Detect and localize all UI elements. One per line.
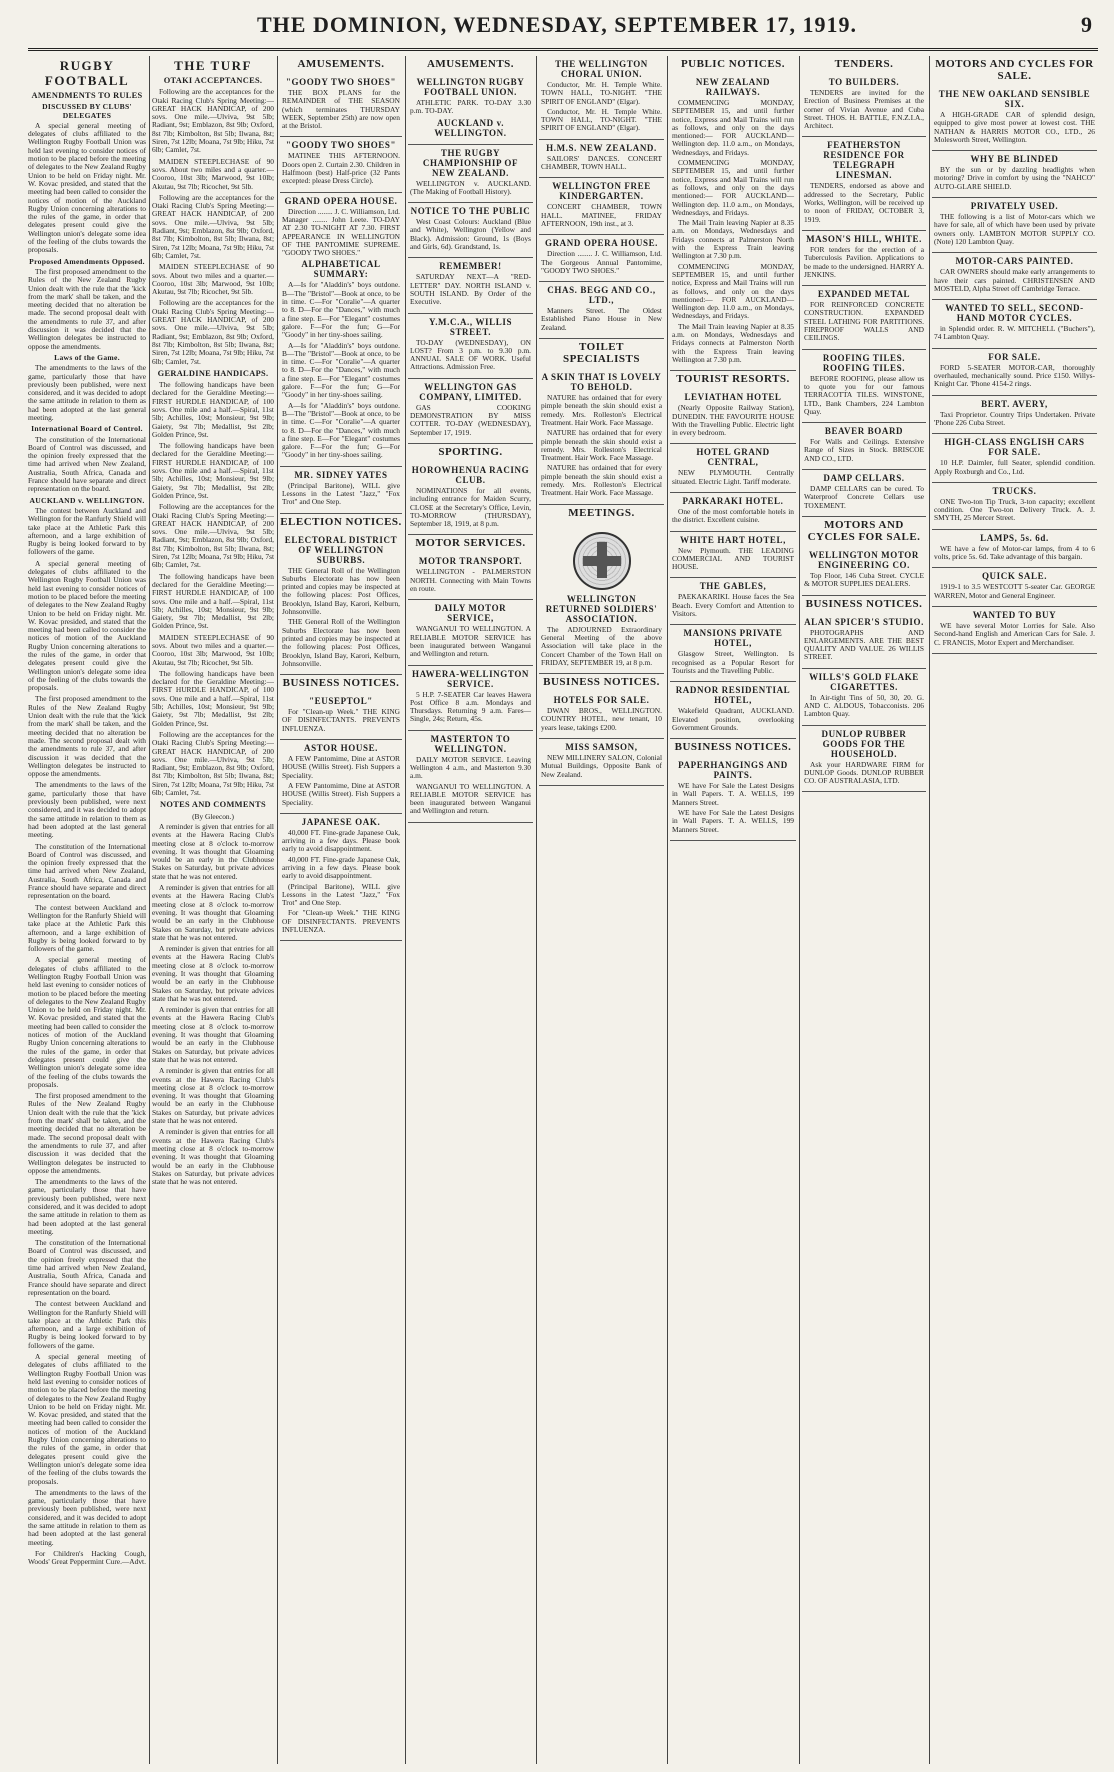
column-public-notices	[670, 56, 796, 1764]
ad-title: JAPANESE OAK.	[301, 816, 381, 827]
article-paragraph: The amendments to the laws of the game, particularly those that have previously been published, were next considered, and it was decided to adopt the same attitude in relation to them as had been adopted at the last general meeting.	[28, 780, 146, 840]
ad-body: NATURE has ordained that for every pimple beneath the skin should exist a remedy. Mrs. Rolleston's Electrical Treatment. Hair Work. Face Massage.	[541, 393, 662, 427]
advertisement	[539, 56, 664, 140]
ad-title: PAPERHANGINGS AND PAINTS.	[678, 760, 788, 781]
advertisement	[670, 389, 796, 444]
ad-title: WHITE HART HOTEL,	[680, 534, 786, 545]
section-heading: PUBLIC NOTICES.	[680, 58, 786, 70]
ad-body: COMMENCING MONDAY, SEPTEMBER 15, and until further notice, Express and Mail Trains will run as follows, and only on the days mentioned:— FOR AUCKLAND—Wellington dep. 11.0 a.m., on Mondays, Wednesdays, and Fridays.	[672, 158, 794, 217]
ad-body: A FEW Pantomime, Dine at ASTOR HOUSE (Willis Street). Fish Suppers a Speciality.	[282, 780, 400, 807]
ad-title: DAMP CELLARS.	[823, 473, 905, 484]
ad-title: THE RUGBY CHAMPIONSHIP OF NEW ZEALAND.	[422, 147, 519, 178]
article-paragraph: Following are the acceptances for the Otaki Racing Club's Spring Meeting:— GREAT HACK HANDICAP, of 200 sovs. One mile.—Ulviva, 9st 5lb; Radiant, 9st; Emblazon, 8st 9lb; Oxford, 8st 7lb; Kimbolton, 8st 5lb; Ilwana, 8st; Siren, 7st 12lb; Moana, 7st 9lb; Hiku, 7st 6lb; Camlet, 7st.	[152, 87, 274, 155]
column-motors	[932, 56, 1097, 1764]
article-headline: AMENDMENTS TO RULES	[31, 91, 143, 100]
ad-title: BERT. AVERY,	[981, 398, 1048, 409]
advertisement	[932, 607, 1097, 654]
ad-body: West Coast Colours: Auckland (Blue and White), Wellington (Yellow and Black). Admission: Ground, 1s (Boys and Girls, 6d). Grandstand, 1s.	[410, 217, 531, 252]
ad-title: WHY BE BLINDED	[970, 154, 1059, 165]
ad-body: WANGANUI TO WELLINGTON. A RELIABLE MOTOR SERVICE has been inaugurated between Wanganui and Wellington and return.	[410, 624, 531, 659]
masthead-title: THE DOMINION, WEDNESDAY, SEPTEMBER 17, 1919.	[256, 12, 857, 37]
ad-title: WELLINGTON FREE KINDERGARTEN.	[552, 181, 651, 202]
article-paragraph: The constitution of the International Board of Control was discussed, and the opinion freely expressed that the time had arrived when New Zealand, Australia, South Africa, Canada and France should have separate and direct representation on the board.	[28, 841, 146, 901]
section-heading: BUSINESS NOTICES.	[282, 677, 400, 690]
article-paragraph: The following handicaps have been declared for the Geraldine Meeting:— FIRST HURDLE HANDICAP, of 100 sovs. One mile and a half.—Spiral, 11st 5lb; Achilles, 10st; Monsieur, 9st 9lb; Gaiety, 9st 7lb; Medallist, 9st 2lb; Golden Prince, 9st.	[152, 441, 274, 500]
ad-title: MISS SAMSON,	[565, 741, 638, 752]
ad-body: TENDERS, endorsed as above and addressed to the Secretary, Public Works, Wellington, will be received up to noon of FRIDAY, OCTOBER 3, 1919.	[804, 181, 924, 224]
ad-body: The Mail Train leaving Napier at 8.35 a.m. on Mondays, Wednesdays and Fridays connects at Palmerston North with the Express Train leaving Wellington at 7.30 p.m.	[672, 218, 794, 261]
advertisement	[408, 258, 533, 313]
ad-body: 10 H.P. Daimler, full Seater, splendid condition. Apply Roxburgh and Co., Ltd.	[934, 458, 1095, 476]
ad-title: MASON'S HILL, WHITE.	[806, 233, 922, 244]
ad-body: WE have a few of Motor-car lamps, from 4 to 6 volts, price 5s. 6d. Take advantage of this bargain.	[934, 543, 1095, 562]
ad-body: Top Floor, 146 Cuba Street. CYCLE & MOTOR SUPPLIES DEALERS.	[804, 570, 924, 589]
ad-body: COMMENCING MONDAY, SEPTEMBER 15, and until further notice, Express and Mail Trains will run as follows, and only on the days mentioned:— FOR AUCKLAND—Wellington dep. 11.0 a.m., on Mondays, Wednesdays, and Fridays.	[672, 261, 794, 321]
advertisement	[932, 568, 1097, 607]
advertisement	[280, 193, 402, 467]
advertisement	[802, 231, 926, 286]
advertisement	[802, 74, 926, 137]
ad-title: GRAND OPERA HOUSE.	[284, 195, 398, 206]
article-paragraph: The amendments to the laws of the game, particularly those that have previously been published, were next considered, and it was decided to adopt the same attitude in relation to them as had been adopted at the last general meeting.	[28, 1487, 146, 1547]
article-paragraph: A special general meeting of delegates of clubs affiliated to the Wellington Rugby Football Union was held last evening to consider notices of motion to be placed before the meeting of delegates to the New Zealand Rugby Union to be held on Friday night. Mr. W. Kovac presided, and stated that the meeting had been called to consider the notices of motion of the Auckland Rugby Union concerning alterations to the rules of the game, in order that delegates present could give the Wellington union's delegate some idea of the feeling of the clubs towards the proposals.	[28, 1352, 146, 1486]
ad-body: NOMINATIONS for all events, including entrance for Maiden Scurry, CLOSE at the Secretary's Office, Levin, TO-MORROW (THURSDAY), September 18, 1919, at 8 p.m.	[410, 485, 531, 529]
ad-title: LEVIATHAN HOTEL	[684, 392, 782, 403]
column-divider	[799, 56, 800, 1764]
ad-body: COMMENCING MONDAY, SEPTEMBER 15, and until further notice, Express and Mail Trains will run as follows, and only on the days mentioned:— FOR AUCKLAND—Wellington dep. 11.0 a.m., on Mondays, Wednesdays, and Fridays.	[672, 98, 794, 157]
masthead-rule	[28, 48, 1098, 51]
ad-body: A—Is for "Aladdin's" boys outdone. B—The "Bristol"—Book at once, to be in time. C—For "Coralie"—A quarter to 8. D—For the "Dances," with much a fine step. E—For "Elegant" costumes galore. F—For the fun; G—For "Goody" in her tiny-shoes sailing.	[282, 340, 400, 400]
column-divider	[277, 56, 278, 1764]
advertisement	[280, 74, 402, 137]
ad-body: A—Is for "Aladdin's" boys outdone. B—The "Bristol"—Book at once, to be in time. C—For "Coralie"—A quarter to 8. D—For the "Dances," with much a fine step. E—For "Elegant" costumes galore. F—For the fun; G—For "Goody" in her tiny-shoes sailing.	[282, 280, 400, 340]
ad-title: EXPANDED METAL	[817, 289, 911, 300]
article-paragraph: A reminder is given that entries for all events at the Hawera Racing Club's meeting close at 8 o'clock to-morrow evening. It was thought that Gloaming would be an early in the Clubhouse Stakes on Saturday, but private advices state that he was not entered.	[152, 821, 274, 881]
ad-body: BEFORE ROOFING, please allow us to quote you for our famous TERRACOTTA TILES. WINSTONE, LTD., Bank Chambers, 224 Lambton Quay.	[804, 373, 924, 416]
advertisement	[670, 578, 796, 625]
masthead	[0, 6, 1114, 46]
advertisement	[280, 693, 402, 740]
ad-title: A SKIN THAT IS LOVELY TO BEHOLD.	[541, 372, 662, 393]
ad-title: MOTOR TRANSPORT.	[418, 556, 523, 567]
article-paragraph: The contest between Auckland and Wellington for the Ranfurly Shield will take place at the Athletic Park this afternoon, and a large exhibition of Rugby is being looked forward to by followers of the game.	[28, 902, 146, 954]
article-paragraph: The contest between Auckland and Wellington for the Ranfurly Shield will take place at the Athletic Park this afternoon, and a large exhibition of Rugby is being looked forward to by followers of the game.	[28, 505, 146, 557]
advertisement	[670, 493, 796, 532]
advertisement	[539, 178, 664, 235]
advertisement	[539, 140, 664, 179]
article-paragraph: A reminder is given that entries for all events at the Hawera Racing Club's meeting close at 8 o'clock to-morrow evening. It was thought that Gloaming would be an early in the Clubhouse Stakes on Saturday, but private advices state that he was not entered.	[152, 1066, 274, 1126]
ad-body: THE BOX PLANS for the REMAINDER of THE SEASON (which terminates THURSDAY WEEK, September 25th) are now open at the Bristol.	[282, 88, 400, 131]
column-divider	[536, 56, 537, 1764]
section-heading: BUSINESS NOTICES.	[674, 741, 792, 754]
advertisement	[408, 462, 533, 535]
ad-body: TO-DAY (WEDNESDAY), ON LOST? From 3 p.m. to 9.30 p.m. ANNUAL SALE OF WORK. Useful Attractions. Admission Free.	[410, 337, 531, 372]
article-paragraph: The constitution of the International Board of Control was discussed, and the opinion freely expressed that the time had arrived when New Zealand, Australia, South Africa, Canada and France should have separate and direct representation on the board.	[28, 434, 146, 494]
ad-body: A FEW Pantomime, Dine at ASTOR HOUSE (Willis Street). Fish Suppers a Speciality.	[282, 754, 400, 780]
article-paragraph: The following handicaps have been declared for the Geraldine Meeting:— FIRST HURDLE HANDICAP, of 100 sovs. One mile and a half.—Spiral, 11st 5lb; Achilles, 10st; Monsieur, 9st 9lb; Gaiety, 9st 7lb; Medallist, 9st 2lb; Golden Prince, 9st.	[152, 571, 274, 631]
ad-title: RADNOR RESIDENTIAL HOTEL,	[675, 685, 791, 706]
ad-title: WELLINGTON RETURNED SOLDIERS' ASSOCIATION.	[545, 593, 658, 624]
advertisement	[408, 731, 533, 823]
ad-body: Taxi Proprietor. Country Trips Undertaken. Private 'Phone 226 Cuba Street.	[934, 409, 1095, 427]
ad-title: MR. SIDNEY YATES	[294, 469, 388, 480]
ad-body: MATINEE THIS AFTERNOON. Doors open 2. Curtain 2.30. Children in Halfmoon (best) Half-price (32 Pants excepted: please Dress Circle).	[282, 151, 400, 186]
ad-body: Direction ........ J. C. Williamson, Ltd. The Gorgeous Annual Pantomime, "GOODY TWO SHOES."	[541, 249, 662, 275]
article-paragraph: The following handicaps have been declared for the Geraldine Meeting:— FIRST HURDLE HANDICAP, of 100 sovs. One mile and a half.—Spiral, 11st 5lb; Achilles, 10st; Monsieur, 9st 9lb; Gaiety, 9st 7lb; Medallist, 9st 2lb; Golden Prince, 9st.	[152, 668, 274, 728]
ad-body: 40,000 FT. Fine-grade Japanese Oak, arriving in a few days. Please book early to avoid disappointment.	[282, 854, 400, 881]
advertisement	[539, 369, 664, 505]
advertisement	[802, 423, 926, 470]
ad-body: Ask your HARDWARE FIRM for DUNLOP Goods. DUNLOP RUBBER CO. OF AUSTRALASIA, LTD.	[804, 759, 924, 786]
ad-title: TRUCKS.	[992, 485, 1037, 496]
advertisement	[932, 349, 1097, 396]
association-emblem-icon	[573, 532, 631, 590]
article-paragraph: The following handicaps have been declared for the Geraldine Meeting:— FIRST HURDLE HANDICAP, of 100 sovs. One mile and a half.—Spiral, 11st 5lb; Achilles, 10st; Monsieur, 9st 9lb; Gaiety, 9st 7lb; Medallist, 9st 2lb; Golden Prince, 9st.	[152, 380, 274, 439]
ad-body: 1919-1 to 3.5 WESTCOTT 5-seater Car. GEORGE WARREN, Motor and General Engineer.	[934, 582, 1095, 600]
article-paragraph: The first proposed amendment to the Rules of the New Zealand Rugby Union dealt with the rule that the 'kick from the mark' shall be taken, and the meeting decided that no alteration be made. The second proposal dealt with the amendments to rule 37, and after discussion it was decided that the Wellington delegates be instructed to oppose the amendments.	[28, 1091, 146, 1175]
advertisement	[539, 282, 664, 339]
ad-body: WELLINGTON - PALMERSTON NORTH. Connecting with Main Towns en route.	[410, 567, 531, 594]
section-heading: MOTORS AND CYCLES FOR SALE.	[935, 58, 1094, 82]
advertisement	[670, 682, 796, 739]
ad-title: WELLINGTON GAS COMPANY, LIMITED.	[419, 381, 522, 402]
article-paragraph: A reminder is given that entries for all events at the Hawera Racing Club's meeting close at 8 o'clock to-morrow evening. It was thought that Gloaming would be an early in the Clubhouse Stakes on Saturday, but private advices state that he was not entered.	[152, 883, 274, 942]
section-heading: TENDERS.	[834, 58, 894, 70]
article-paragraph: The contest between Auckland and Wellington for the Ranfurly Shield will take place at the Athletic Park this afternoon, and a large exhibition of Rugby is being looked forward to by followers of the game.	[28, 1299, 146, 1350]
article-subhead: International Board of Control.	[31, 424, 143, 434]
ad-body: The ADJOURNED Extraordinary General Meeting of the above Association will take place in the Concert Chamber of the Town Hall on FRIDAY, SEPTEMBER 19, at 8 p.m.	[541, 624, 662, 667]
section-heading: BUSINESS NOTICES.	[805, 597, 923, 610]
advertisement	[932, 530, 1097, 569]
column-amusements-a	[280, 56, 402, 1764]
advertisement	[280, 137, 402, 192]
column-divider	[929, 56, 930, 1764]
advertisement	[670, 532, 796, 579]
ad-body: NEW PLYMOUTH. Centrally situated. Electric Light. Tariff moderate.	[672, 468, 794, 486]
ad-body: Conductor, Mr. H. Temple White. TOWN HALL, TO-NIGHT. "THE SPIRIT OF ENGLAND" (Elgar).	[541, 106, 662, 133]
ad-title: WANTED TO BUY	[972, 609, 1057, 620]
ad-title: TO BUILDERS.	[828, 77, 900, 87]
article-paragraph: Following are the acceptances for the Otaki Racing Club's Spring Meeting:— GREAT HACK HANDICAP, of 200 sovs. One mile.—Ulviva, 9st 5lb; Radiant, 9st; Emblazon, 8st 9lb; Oxford, 8st 7lb; Kimbolton, 8st 5lb; Ilwana, 8st; Siren, 7st 12lb; Moana, 7st 9lb; Hiku, 7st 6lb; Camlet, 7st.	[152, 192, 274, 260]
ad-title: H.M.S. NEW ZEALAND.	[546, 142, 657, 153]
advertisement	[280, 532, 402, 676]
ad-body: THE following is a list of Motor-cars which we have for sale, all of which have been used by private owners only. LAMBTON MOTOR SUPPLY CO. (Note) 120 Lambton Quay.	[934, 212, 1095, 246]
advertisement	[932, 434, 1097, 483]
ad-body: FOR REINFORCED CONCRETE CONSTRUCTION. EXPANDED STEEL LATHING FOR PARTITIONS. FIREPROOF WALLS AND CEILINGS.	[804, 300, 924, 343]
advertisement	[408, 145, 533, 204]
article-paragraph: Following are the acceptances for the Otaki Racing Club's Spring Meeting:— GREAT HACK HANDICAP, of 200 sovs. One mile.—Ulviva, 9st 5lb; Radiant, 9st; Emblazon, 8st 9lb; Oxford, 8st 7lb; Kimbolton, 8st 5lb; Ilwana, 8st; Siren, 7st 12lb; Moana, 7st 9lb; Hiku, 7st 6lb; Camlet, 7st.	[152, 298, 274, 366]
ad-title: HAWERA-WELLINGTON SERVICE.	[411, 668, 530, 689]
section-heading: MOTOR SERVICES.	[415, 537, 526, 550]
page-number: 9	[1081, 12, 1092, 37]
ad-title: WELLINGTON RUGBY FOOTBALL UNION.	[416, 77, 525, 97]
advertisement	[932, 86, 1097, 151]
ad-body: FOR tenders for the erection of a Tuberculosis Pavilion. Applications to be made to the undersigned. HARRY A. JENKINS.	[804, 244, 924, 279]
ad-title: GRAND OPERA HOUSE.	[544, 238, 659, 249]
ad-body: Conductor, Mr. H. Temple White. TOWN HALL, TO-NIGHT. "THE SPIRIT OF ENGLAND" (Elgar).	[541, 80, 662, 106]
ad-title: WANTED TO SELL, SECOND-HAND MOTOR CYCLES.	[945, 303, 1084, 324]
ad-title: THE WELLINGTON CHORAL UNION.	[555, 59, 648, 79]
advert-footer: For Children's Hacking Cough, Woods' Great Peppermint Cure.—Advt.	[28, 1548, 146, 1567]
ad-body: NATURE has ordained that for every pimple beneath the skin should exist a remedy. Mrs. Rolleston's Electrical Treatment. Hair Work. Face Massage.	[541, 463, 662, 498]
advertisement	[802, 669, 926, 726]
ad-body: Glasgow Street, Wellington. Is recognised as a Popular Resort for Tourists and the Travelling Public.	[672, 649, 794, 675]
ad-body: WANGANUI TO WELLINGTON. A RELIABLE MOTOR SERVICE has been inaugurated between Wanganui and Wellington and return.	[410, 781, 531, 816]
ad-title: QUICK SALE.	[981, 571, 1048, 582]
ad-body: PHOTOGRAPHS AND ENLARGEMENTS. ARE THE BEST QUALITY AND VALUE. 26 WILLIS STREET.	[804, 627, 924, 662]
ad-body: CAR OWNERS should make early arrangements to have their cars painted. CHRISTENSEN AND MOSTELD, Alpha Street off Cambridge Terrace.	[934, 267, 1095, 293]
section-heading: ELECTION NOTICES.	[280, 515, 402, 528]
ad-title: HIGH-CLASS ENGLISH CARS FOR SALE.	[944, 437, 1085, 458]
section-heading: TOILET SPECIALISTS	[562, 341, 641, 366]
article-paragraph: MAIDEN STEEPLECHASE of 90 sovs. About two miles and a quarter.—Cooroo, 10st 3lb; Marwood, 9st 10lb; Akutau, 9st 7lb; Ricochet, 9st 5lb.	[152, 632, 274, 667]
column-amusements-b	[408, 56, 533, 1764]
ad-body: BY the sun or by dazzling headlights when motoring? Drive in comfort by using the "NAHCO" AUTO-GLARE SHIELD.	[934, 165, 1095, 191]
ad-body: One of the most comfortable hotels in the district. Excellent cuisine.	[672, 506, 794, 525]
ad-body: 40,000 FT. Fine-grade Japanese Oak, arriving in a few days. Please book early to avoid disappointment.	[282, 827, 400, 854]
article-paragraph: A reminder is given that entries for all events at the Hawera Racing Club's meeting close at 8 o'clock to-morrow evening. It was thought that Gloaming would be an early in the Clubhouse Stakes on Saturday, but private advices state that he was not entered.	[152, 1005, 274, 1064]
advertisement	[802, 286, 926, 349]
article-paragraph: A special general meeting of delegates of clubs affiliated to the Wellington Rugby Football Union was held last evening to consider notices of motion to be placed before the meeting of delegates to the New Zealand Rugby Union to be held on Friday night. Mr. W. Kovac presided, and stated that the meeting had been called to consider the notices of motion of the Auckland Rugby Union concerning alterations to the rules of the game, in order that delegates present could give the Wellington union's delegate some idea of the feeling of the clubs towards the proposals.	[28, 120, 146, 255]
advertisement	[539, 692, 664, 739]
advertisement	[932, 396, 1097, 435]
ad-body: 5 H.P. 7-SEATER Car leaves Hawera Post Office 8 a.m. Mondays and Thursdays. Returning 9 a.m. Fares—Single, 24s; Return, 45s.	[410, 689, 531, 724]
ad-body: WE have several Motor Lorries for Sale. Also Second-hand English and American Cars for Sale. J. C. FRANCIS, Motor Expert and Merchandiser.	[934, 620, 1095, 647]
ad-title: MASTERTON TO WELLINGTON.	[430, 733, 511, 754]
ad-body: ONE Two-ton Tip Truck, 3-ton capacity; excellent condition. One Two-ton Delivery Truck. A. J. SMYTH, 25 Mercer Street.	[934, 496, 1095, 523]
ad-body: Manners Street. The Oldest Established Piano House in New Zealand.	[541, 306, 662, 332]
ad-title: DUNLOP RUBBER GOODS FOR THE HOUSEHOLD.	[821, 728, 907, 759]
ad-title: HOTELS FOR SALE.	[553, 695, 650, 706]
ad-title: ALAN SPICER'S STUDIO.	[804, 616, 924, 627]
ad-title: THE GABLES,	[699, 581, 767, 592]
article-paragraph: A reminder is given that entries for all events at the Hawera Racing Club's meeting close at 8 o'clock to-morrow evening. It was thought that Gloaming would be an early in the Clubhouse Stakes on Saturday, but private advices state that he was not entered.	[152, 944, 274, 1003]
ad-title: Y.M.C.A., WILLIS STREET.	[428, 316, 513, 337]
advertisement	[932, 198, 1097, 253]
ad-body: For Walls and Ceilings. Extensive Range of Sizes in Stock. BRISCOE AND CO., LTD.	[804, 437, 924, 463]
ad-body: In Air-tight Tins of 50, 30, 20. G. AND C. ALDOUS, Tobacconists. 206 Lambton Quay.	[804, 692, 924, 719]
ad-body: FORD 5-SEATER MOTOR-CAR, thoroughly overhauled, mechanically sound. Price £150. Willys-Knight Car. 'Phone 4154-2 rings.	[934, 362, 1095, 389]
ad-title: "GOODY TWO SHOES"	[285, 77, 397, 87]
ad-body: THE General Roll of the Wellington Suburbs Electorate has now been printed and copies may be inspected at the following places: Post Offices, Brooklyn, Island Bay, Karori, Kelburn, Johnsonville.	[282, 617, 400, 668]
article-paragraph: The constitution of the International Board of Control was discussed, and the opinion freely expressed that the time had arrived when New Zealand, Australia, South Africa, Canada and France should have separate and direct representation on the board.	[28, 1238, 146, 1297]
ad-body: ATHLETIC PARK. TO-DAY 3.30 p.m. TO-DAY.	[410, 98, 531, 116]
advertisement	[802, 614, 926, 669]
column-rugby	[28, 56, 146, 1764]
ad-title: NOTICE TO THE PUBLIC	[410, 206, 531, 217]
ad-title: "GOODY TWO SHOES"	[285, 140, 397, 151]
advertisement	[932, 300, 1097, 349]
advertisement	[932, 253, 1097, 300]
ad-title: PARKARAKI HOTEL.	[682, 495, 784, 506]
column-turf	[152, 56, 274, 1764]
article-paragraph: MAIDEN STEEPLECHASE of 90 sovs. About two miles and a quarter.—Cooroo, 10st 3lb; Marwood, 9st 10lb; Akutau, 9st 7lb; Ricochet, 9st 5lb.	[152, 262, 274, 297]
ad-body: Direction ........ J. C. Williamson, Ltd. Manager ........ John Leete. TO-DAY AT 2.30 TO-NIGHT AT 7.30. FIRST APPEARANCE IN WELLINGTON OF THE PANTOMIME SUPREME. "GOODY TWO SHOES."	[282, 206, 400, 258]
ad-title: ALPHABETICAL SUMMARY:	[301, 259, 381, 280]
byline: (By Gleecon.)	[192, 811, 234, 821]
ad-title: ASTOR HOUSE.	[303, 743, 379, 754]
section-heading: TOURIST RESORTS.	[676, 373, 790, 386]
section-heading: AMUSEMENTS.	[426, 58, 515, 70]
advertisement	[408, 203, 533, 258]
advertisement	[802, 350, 926, 423]
article-paragraph: Following are the acceptances for the Otaki Racing Club's Spring Meeting:— GREAT HACK HANDICAP, of 200 sovs. One mile.—Ulviva, 9st 5lb; Radiant, 9st; Emblazon, 8st 9lb; Oxford, 8st 7lb; Kimbolton, 8st 5lb; Ilwana, 8st; Siren, 7st 12lb; Moana, 7st 9lb; Hiku, 7st 6lb; Camlet, 7st.	[152, 729, 274, 798]
ad-body: A HIGH-GRADE CAR of splendid design, equipped to give most power at lowest cost. THE NATHAN & HARRIS MOTOR CO., LTD., 26 Molesworth Street, Wellington.	[934, 110, 1095, 144]
advertisement	[539, 523, 664, 674]
ad-body: For "Clean-up Week." THE KING OF DISINFECTANTS. PREVENTS INFLUENZA.	[282, 908, 400, 935]
advertisement	[539, 235, 664, 282]
article-paragraph: The amendments to the laws of the game, particularly those that have previously been published, were next considered, and it was decided to adopt the same attitude in relation to them as had been adopted at the last general meeting.	[28, 363, 146, 422]
ad-title: FEATHERSTON RESIDENCE FOR TELEGRAPH LINESMAN.	[823, 140, 905, 181]
ad-body: SATURDAY NEXT—A "RED-LETTER" DAY. NORTH ISLAND v. SOUTH ISLAND. By Order of the Executive.	[410, 272, 531, 307]
ad-title: ROOFING TILES. ROOFING TILES.	[822, 352, 906, 373]
advertisement	[932, 151, 1097, 198]
section-heading: MEETINGS.	[568, 506, 635, 519]
advertisement	[670, 757, 796, 841]
article-headline: OTAKI ACCEPTANCES.	[163, 76, 263, 85]
article-headline: GERALDINE HANDICAPS.	[157, 368, 269, 378]
article-paragraph: A reminder is given that entries for all events at the Hawera Racing Club's meeting close at 8 o'clock to-morrow evening. It was thought that Gloaming would be an early in the Clubhouse Stakes on Saturday, but private advices state that he was not entered.	[152, 1127, 274, 1187]
article-paragraph: The first proposed amendment to the Rules of the New Zealand Rugby Union dealt with the rule that the 'kick from the mark' shall be taken, and the meeting decided that no alteration be made. The second proposal dealt with the amendments to rule 37, and after discussion it was decided that the Wellington delegates be instructed to oppose the amendments.	[28, 694, 146, 779]
advertisement	[670, 444, 796, 493]
ad-body: (Principal Baritone), WILL give Lessons in the Latest "Jazz," "Fox Trot" and One Step.	[282, 881, 400, 908]
article-subhead: DISCUSSED BY CLUBS' DELEGATES	[42, 102, 132, 120]
advertisement	[802, 137, 926, 230]
ad-title: PRIVATELY USED.	[970, 201, 1059, 212]
advertisement	[802, 726, 926, 793]
ad-body: NEW MILLINERY SALON, Colonial Mutual Buildings, Opposite Bank of New Zealand.	[541, 752, 662, 779]
column-tenders	[802, 56, 926, 1764]
article-subhead: AUCKLAND v. WELLINGTON.	[29, 495, 145, 505]
section-heading: RUGBY FOOTBALL	[44, 58, 130, 88]
ad-body: DWAN BROS., WELLINGTON. COUNTRY HOTEL, new tenant, 10 years lease, takings £200.	[541, 706, 662, 732]
ad-body: CONCERT CHAMBER, TOWN HALL. MATINEE, FRIDAY AFTERNOON, 19th inst., at 3.	[541, 202, 662, 228]
column-divider	[149, 56, 150, 1764]
advertisement	[408, 666, 533, 731]
ad-title: DAILY MOTOR SERVICE,	[434, 603, 507, 624]
ad-title: REMEMBER!	[439, 261, 502, 272]
article-paragraph: MAIDEN STEEPLECHASE of 90 sovs. About two miles and a quarter.—Cooroo, 10st 3lb; Marwood, 9st 10lb; Akutau, 9st 7lb; Ricochet, 9st 5lb.	[152, 156, 274, 191]
ad-title: LAMPS, 5s. 6d.	[980, 532, 1049, 543]
article-paragraph: The amendments to the laws of the game, particularly those that have previously been published, were next considered, and it was decided to adopt the same attitude in relation to them as had been adopted at the last general meeting.	[28, 1177, 146, 1236]
advertisement	[802, 547, 926, 596]
ad-body: TENDERS are invited for the Erection of Business Premises at the corner of Vivian Avenue and Cuba Street. THOS. H. BATTLE, F.N.Z.I.A., Architect.	[804, 88, 924, 131]
article-paragraph: Following are the acceptances for the Otaki Racing Club's Spring Meeting:— GREAT HACK HANDICAP, of 200 sovs. One mile.—Ulviva, 9st 5lb; Radiant, 9st; Emblazon, 8st 9lb; Oxford, 8st 7lb; Kimbolton, 8st 5lb; Ilwana, 8st; Siren, 7st 12lb; Moana, 7st 9lb; Hiku, 7st 6lb; Camlet, 7st.	[152, 502, 274, 570]
article-subhead: Proposed Amendments Opposed.	[29, 256, 145, 266]
ad-body: A—Is for "Aladdin's" boys outdone. B—The "Bristol"—Book at once, to be in time. C—For "Coralie"—A quarter to 8. D—For the "Dances," with much a fine step. E—For "Elegant" costumes galore. F—For the fun; G—For "Goody" in her tiny-shoes sailing.	[282, 400, 400, 460]
advertisement	[280, 740, 402, 814]
ad-body: WE have For Sale the Latest Designs in Wall Papers. T. A. WELLS, 199 Manners Street.	[672, 781, 794, 807]
ad-title: BEAVER BOARD	[824, 426, 904, 437]
ad-body: (Principal Baritone), WILL give Lessons in the Latest "Jazz," "Fox Trot" and One Step.	[282, 480, 400, 507]
advertisement	[408, 600, 533, 665]
advertisement	[802, 470, 926, 517]
ad-title: AUCKLAND v. WELLINGTON.	[434, 117, 507, 138]
advertisement	[539, 739, 664, 786]
advertisement	[408, 553, 533, 600]
ad-body: The Mail Train leaving Napier at 8.35 a.m. on Mondays, Wednesdays and Fridays connects at Palmerston North with the Express Train leaving Wellington at 7.30 p.m.	[672, 321, 794, 364]
article-paragraph: The first proposed amendment to the Rules of the New Zealand Rugby Union dealt with the rule that the 'kick from the mark' shall be taken, and the meeting decided that no alteration be made. The second proposal dealt with the amendments to rule 37, and after discussion it was decided that the Wellington delegates be instructed to oppose the amendments.	[28, 266, 146, 351]
ad-body: NATURE has ordained that for every pimple beneath the skin should exist a remedy. Mrs. Rolleston's Electrical Treatment. Hair Work. Face Massage.	[541, 428, 662, 463]
ad-body: GAS COOKING DEMONSTRATION BY MISS COTTER. TO-DAY (WEDNESDAY), September 17, 1919.	[410, 402, 531, 437]
advertisement	[280, 814, 402, 942]
ad-title: WILLS'S GOLD FLAKE CIGARETTES.	[809, 671, 919, 692]
ad-title: WELLINGTON MOTOR ENGINEERING CO.	[808, 549, 920, 570]
ad-title: HOTEL GRAND CENTRAL,	[696, 447, 770, 468]
ad-body: Wakefield Quadrant, AUCKLAND. Elevated position, overlooking Government Grounds.	[672, 706, 794, 732]
ad-body: New Plymouth. THE LEADING COMMERCIAL AND TOURIST HOUSE.	[672, 545, 794, 572]
column-divider	[667, 56, 668, 1764]
ad-title: THE NEW OAKLAND SENSIBLE SIX.	[938, 89, 1091, 109]
ad-body: For "Clean-up Week." THE KING OF DISINFECTANTS. PREVENTS INFLUENZA.	[282, 707, 400, 733]
advertisement	[670, 74, 796, 371]
ad-body: PAEKAKARIKI. House faces the Sea Beach. Every Comfort and Attention to Visitors.	[672, 592, 794, 619]
ad-title: NEW ZEALAND RAILWAYS.	[695, 77, 771, 97]
ad-body: DAILY MOTOR SERVICE. Leaving Wellington 4 a.m., and Masterton 9.30 a.m.	[410, 754, 531, 781]
article-paragraph: A special general meeting of delegates of clubs affiliated to the Wellington Rugby Football Union was held last evening to consider notices of motion to be placed before the meeting of delegates to the New Zealand Rugby Union to be held on Friday night. Mr. W. Kovac presided, and stated that the meeting had been called to consider the notices of motion of the Auckland Rugby Union concerning alterations to the rules of the game, in order that delegates present could give the Wellington union's delegate some idea of the feeling of the clubs towards the proposals.	[28, 558, 146, 693]
advertisement	[670, 625, 796, 682]
ad-body: DAMP CELLARS can be cured. To Waterproof Concrete Cellars use TOXEMENT.	[804, 484, 924, 510]
advertisement	[408, 74, 533, 145]
column-divider	[405, 56, 406, 1764]
ad-body: THE General Roll of the Wellington Suburbs Electorate has now been printed and copies may be inspected at the following places: Post Offices, Brooklyn, Island Bay, Karori, Kelburn, Johnsonville.	[282, 565, 400, 617]
column-amusements-c	[539, 56, 664, 1764]
advertisement	[408, 314, 533, 379]
ad-title: FOR SALE.	[988, 351, 1041, 362]
advertisement	[408, 379, 533, 444]
ad-title: MANSIONS PRIVATE HOTEL,	[683, 628, 783, 649]
ad-title: HOROWHENUA RACING CLUB.	[411, 464, 530, 485]
advertisement	[280, 467, 402, 514]
section-heading: AMUSEMENTS.	[297, 58, 385, 70]
ad-body: SAILORS' DANCES. CONCERT CHAMBER, TOWN HALL.	[541, 153, 662, 172]
advertisement	[932, 483, 1097, 530]
article-paragraph: A special general meeting of delegates of clubs affiliated to the Wellington Rugby Football Union was held last evening to consider notices of motion to be placed before the meeting of delegates to the New Zealand Rugby Union to be held on Friday night. Mr. W. Kovac presided, and stated that the meeting had been called to consider the notices of motion of the Auckland Rugby Union concerning alterations to the rules of the game, in order that delegates present could give the Wellington union's delegate some idea of the feeling of the clubs towards the proposals.	[28, 955, 146, 1089]
ad-title: MOTOR-CARS PAINTED.	[955, 256, 1074, 267]
section-heading: THE TURF	[174, 58, 252, 73]
article-headline: NOTES AND COMMENTS	[160, 800, 266, 810]
ad-body: WELLINGTON v. AUCKLAND. (The Making of Football History).	[410, 178, 531, 196]
ad-title: ELECTORAL DISTRICT OF WELLINGTON SUBURBS.	[284, 534, 398, 565]
section-heading: BUSINESS NOTICES.	[543, 676, 660, 689]
section-heading: MOTORS AND CYCLES FOR SALE.	[807, 518, 921, 543]
ad-title: "EUSEPTOL"	[309, 696, 373, 707]
article-subhead: Laws of the Game.	[54, 352, 120, 362]
ad-body: WE have For Sale the Latest Designs in Wall Papers. T. A. WELLS, 199 Manners Street.	[672, 808, 794, 834]
ad-title: CHAS. BEGG AND CO., LTD.,	[547, 285, 656, 306]
section-heading: SPORTING.	[438, 445, 503, 458]
ad-body: in Splendid order. R. W. MITCHELL ("Buchers"), 74 Lambton Quay.	[934, 324, 1095, 342]
ad-body: (Nearly Opposite Railway Station), DUNEDIN. THE FAVOURITE HOUSE With the Travelling Public. Electric light in every bedroom.	[672, 403, 794, 438]
